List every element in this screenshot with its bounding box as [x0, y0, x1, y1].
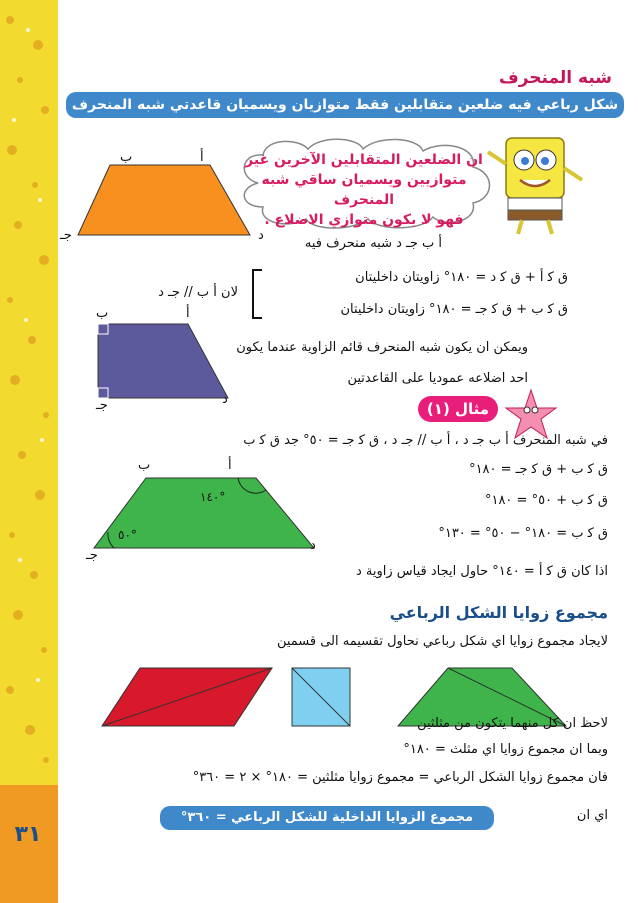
fig2-label-c: جـ — [96, 398, 108, 413]
fig2-label-d: د — [222, 392, 228, 407]
example-step-3: ق ﮐ ب = ١٨٠° − ٥٠° = ١٣٠° — [438, 526, 608, 541]
trapezoid-green — [86, 468, 326, 558]
fig1-label-a: أ — [200, 150, 204, 165]
note-line-1: لاحظ ان كل منهما يتكون من مثلثين — [417, 716, 608, 731]
page-title: شبه المنحرف — [498, 68, 612, 88]
ie-label: اي ان — [576, 808, 608, 823]
fig3-label-c: جـ — [86, 548, 98, 563]
example-step-1: ق ﮐ ب + ق ﮐ جـ = ١٨٠° — [469, 462, 608, 477]
angle-sum-title: مجموع زوايا الشكل الرباعي — [389, 603, 608, 622]
fig3-label-b: ب — [138, 458, 151, 473]
fig1-label-d: د — [258, 228, 264, 243]
note-line-3: فان مجموع زوايا الشكل الرباعي = مجموع زوايا مثلثين = ١٨٠° × ٢ = ٣٦٠° — [192, 770, 608, 785]
trap-statement: أ ب جـ د شبه منحرف فيه — [304, 236, 442, 251]
fig3-angle-a: ١٤٠° — [200, 490, 226, 504]
fig1-label-b: ب — [120, 150, 133, 165]
fig1-label-c: جـ — [60, 228, 72, 243]
example-try: اذا كان ق ﮐ أ = ١٤٠° حاول ايجاد قياس زاوية د — [355, 564, 608, 579]
note-line-2: وبما ان مجموع زوايا اي مثلث = ١٨٠° — [403, 742, 608, 757]
cloud-line-2: متوازيين ويسميان ساقي شبه المنحرف — [261, 172, 467, 208]
page-number: ٣١ — [14, 822, 42, 847]
equation-2: ق ﮐ ب + ق ﮐ جـ = ١٨٠° زاويتان داخليتان — [340, 302, 568, 317]
cloud-line-1: ان الضلعين المتقابلين الآخرين غير — [245, 152, 483, 168]
fig2-label-a: أ — [186, 306, 190, 321]
example-label: مثال (١) — [418, 396, 498, 422]
fig3-label-a: أ — [228, 458, 232, 473]
bracket — [250, 268, 264, 320]
cloud-line-3: فهو لا يكون متوازي الاضلاع . — [264, 212, 464, 228]
parallel-reason: لان أ ب // جـ د — [158, 285, 238, 300]
cloud-text-block — [238, 150, 490, 230]
example-question: في شبه المنحرف أ ب جـ د ، أ ب // جـ د ، ق ﮐ جـ = ٥٠° جد ق ﮐ ب — [243, 433, 608, 448]
angle-sum-intro: لايجاد مجموع زوايا اي شكل رباعي نحاول تقسيمه الى قسمين — [276, 634, 608, 649]
example-step-2: ق ﮐ ب + ٥٠° = ١٨٠° — [484, 493, 608, 508]
fig2-label-b: ب — [96, 306, 109, 321]
sponge-character-illustration — [484, 128, 588, 238]
right-trap-line-1: ويمكن ان يكون شبه المنحرف قائم الزاوية عندما يكون — [236, 340, 528, 355]
square-cyan — [288, 664, 354, 730]
fig3-label-d: د — [310, 538, 316, 553]
definition-banner: شكل رباعي فيه ضلعين متقابلين فقط متوازيان ويسميان قاعدتي شبه المنحرف — [66, 92, 624, 118]
summary-banner: مجموع الزوايا الداخلية للشكل الرباعي = ٣٦٠° — [160, 806, 494, 830]
fig3-angle-c: ٥٠° — [118, 528, 137, 542]
trapezoid-purple-right — [88, 316, 238, 408]
equation-1: ق ﮐ أ + ق ﮐ د = ١٨٠° زاويتان داخليتان — [355, 270, 568, 285]
parallelogram-red — [100, 664, 276, 730]
border-pattern — [0, 0, 58, 903]
right-trap-line-2: احد اضلاعه عموديا على القاعدتين — [347, 371, 528, 386]
